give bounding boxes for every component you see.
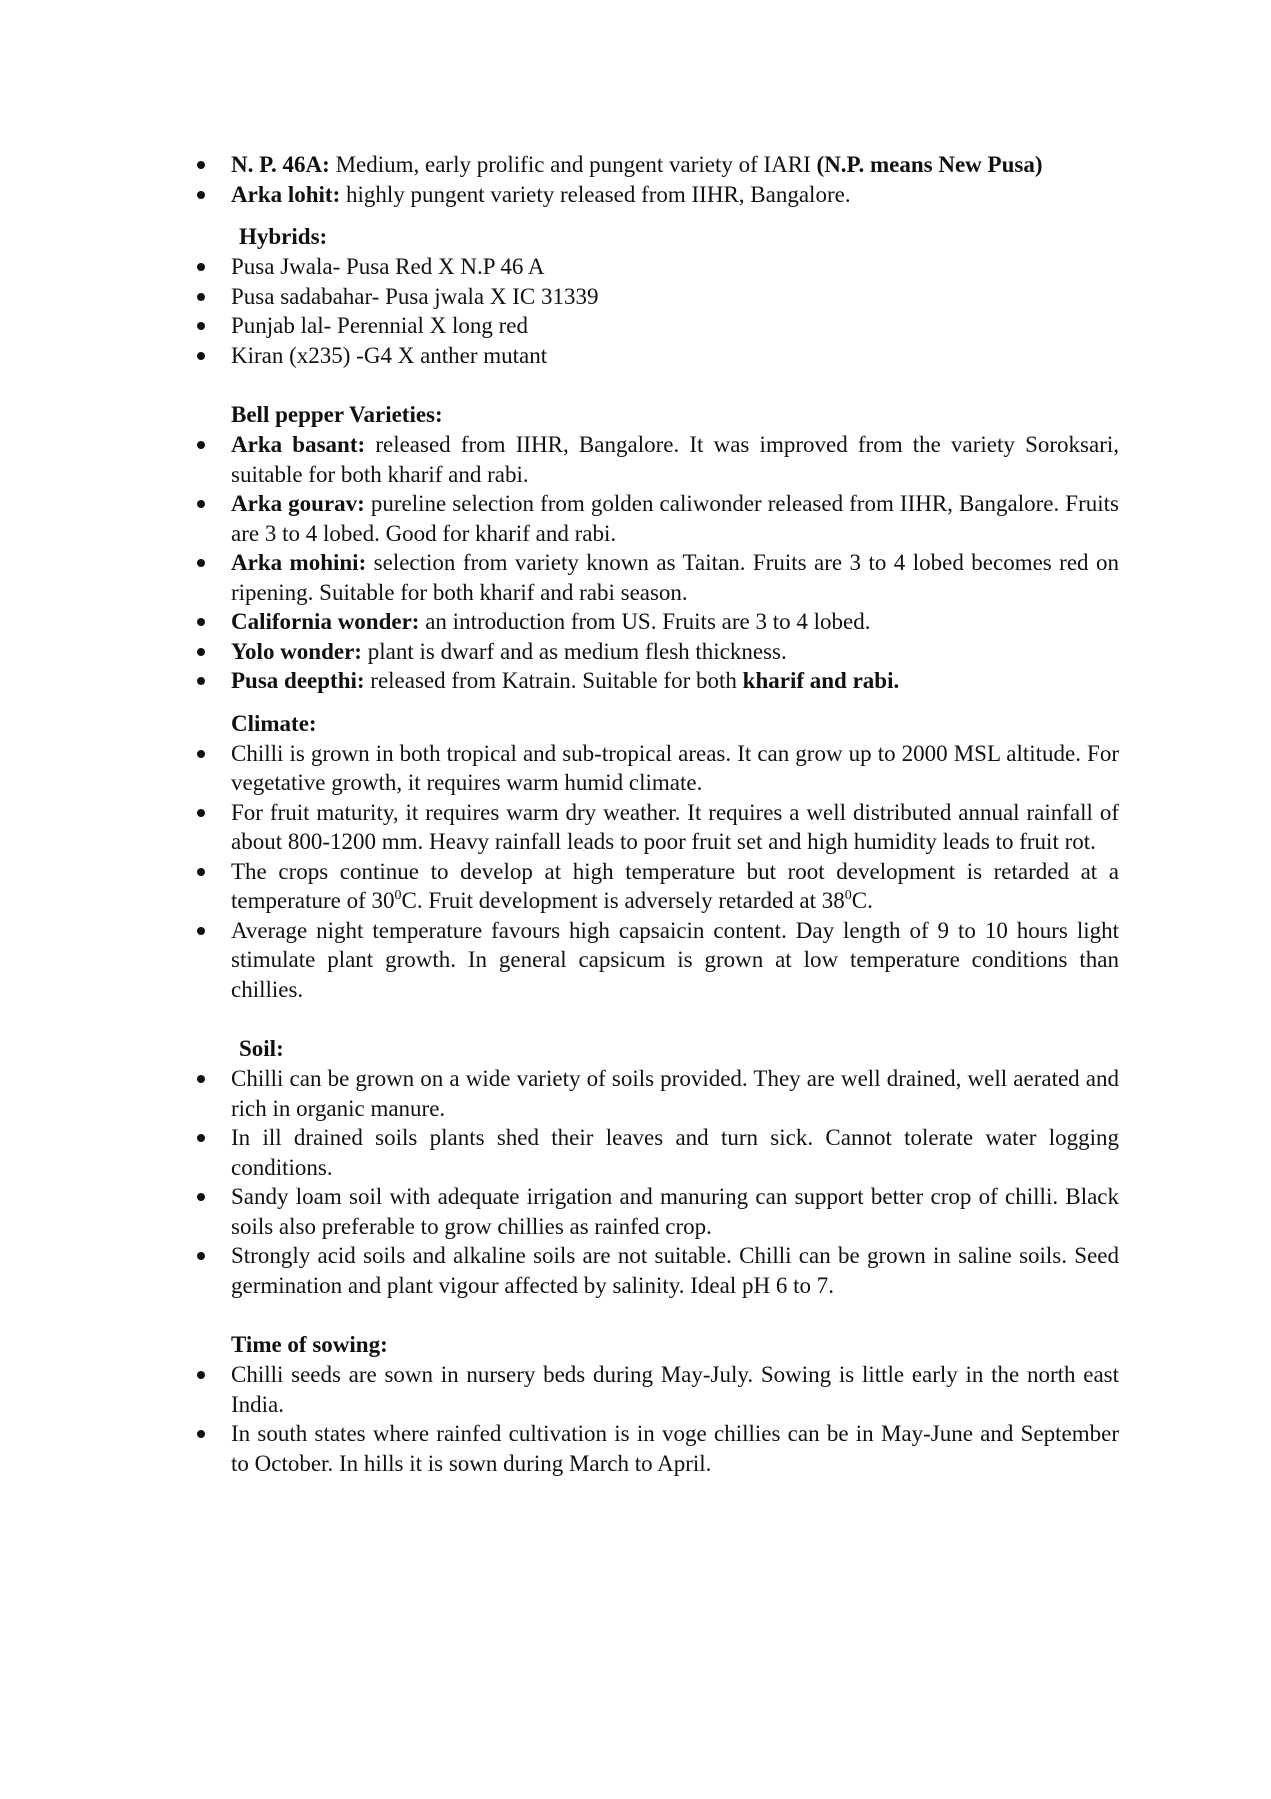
variety-name: Pusa deepthi: bbox=[231, 668, 365, 693]
variety-season: kharif and rabi. bbox=[742, 668, 900, 693]
list-item bbox=[231, 916, 1119, 1005]
list-item bbox=[231, 1182, 1119, 1241]
list-item bbox=[231, 282, 1119, 312]
variety-desc: selection from variety known as Taitan. Fruits are 3 to 4 lobed becomes red on ripening. Suitable for both kharif and rabi season. bbox=[231, 550, 1119, 605]
variety-name: California wonder: bbox=[231, 609, 420, 634]
list-item bbox=[231, 1123, 1119, 1182]
variety-desc: released from Katrain. Suitable for both bbox=[364, 668, 743, 693]
variety-name: N. P. 46A: bbox=[231, 152, 330, 177]
bullet-icon bbox=[197, 1252, 205, 1260]
bullet-icon bbox=[197, 927, 205, 935]
item-text: Chilli seeds are sown in nursery beds during May-July. Sowing is little early in the north east India. bbox=[231, 1362, 1119, 1417]
section-heading: Time of sowing: bbox=[231, 1332, 388, 1357]
list-item bbox=[231, 1241, 1119, 1300]
bullet-icon bbox=[197, 161, 205, 169]
variety-name: Arka mohini: bbox=[231, 550, 367, 575]
bullet-icon bbox=[197, 191, 205, 199]
item-text: Chilli is grown in both tropical and sub-tropical areas. It can grow up to 2000 MSL altitude. For vegetative growth, it requires warm humid climate. bbox=[231, 740, 1119, 795]
list-item bbox=[231, 548, 1119, 607]
item-text: Sandy loam soil with adequate irrigation and manuring can support better crop of chilli. Black soils also preferable to grow chillies as rainfed crop. bbox=[231, 1184, 1119, 1239]
list-item bbox=[231, 857, 1119, 916]
variety-name: Yolo wonder: bbox=[231, 638, 362, 664]
bullet-icon bbox=[197, 352, 205, 360]
item-text: C. bbox=[851, 888, 873, 913]
list-item bbox=[231, 180, 1119, 210]
bullet-icon bbox=[197, 322, 205, 330]
hybrids-section bbox=[231, 222, 1119, 370]
item-text: In ill drained soils plants shed their leaves and turn sick. Cannot tolerate water logging conditions. bbox=[231, 1125, 1119, 1180]
variety-desc: an introduction from US. Fruits are 3 to 4 lobed. bbox=[419, 609, 871, 634]
item-text: C. Fruit development is adversely retarded at 38 bbox=[401, 888, 845, 913]
item-text: Strongly acid soils and alkaline soils are not suitable. Chilli can be grown in saline soils. Seed germination and plant vigour affected by salinity. Ideal pH 6 to 7. bbox=[231, 1243, 1119, 1298]
list-item bbox=[231, 798, 1119, 857]
bullet-icon bbox=[197, 1134, 205, 1142]
bullet-icon bbox=[197, 677, 205, 685]
climate-list bbox=[231, 739, 1119, 1005]
variety-list bbox=[231, 150, 1119, 209]
variety-desc: highly pungent variety released from IIHR, Bangalore. bbox=[340, 181, 851, 207]
variety-name: Arka basant: bbox=[231, 432, 366, 457]
chilli-varieties-section bbox=[231, 150, 1119, 209]
bell-pepper-list bbox=[231, 430, 1119, 696]
bullet-icon bbox=[197, 809, 205, 817]
bullet-icon bbox=[197, 1075, 205, 1083]
variety-note: (N.P. means New Pusa) bbox=[816, 152, 1043, 177]
section-heading: Soil: bbox=[239, 1036, 284, 1061]
list-item bbox=[231, 666, 1119, 696]
bullet-icon bbox=[197, 1193, 205, 1201]
list-item bbox=[231, 1360, 1119, 1419]
document-page bbox=[0, 150, 1271, 1478]
section-heading: Hybrids: bbox=[239, 224, 328, 249]
bullet-icon bbox=[197, 441, 205, 449]
variety-name: Arka lohit: bbox=[231, 181, 341, 207]
list-item bbox=[231, 341, 1119, 371]
degree-superscript: 0 bbox=[394, 888, 402, 903]
degree-superscript: 0 bbox=[844, 888, 852, 903]
bell-pepper-section bbox=[231, 400, 1119, 696]
bullet-icon bbox=[197, 293, 205, 301]
item-text: Pusa sadabahar- Pusa jwala X IC 31339 bbox=[231, 283, 599, 309]
bullet-icon bbox=[197, 868, 205, 876]
section-heading: Climate: bbox=[231, 710, 317, 736]
sowing-list bbox=[231, 1360, 1119, 1478]
bullet-icon bbox=[197, 559, 205, 567]
soil-list bbox=[231, 1064, 1119, 1300]
item-text: For fruit maturity, it requires warm dry weather. It requires a well distributed annual rainfall of about 800-1200 mm. Heavy rainfall leads to poor fruit set and high humidity leads to fruit rot. bbox=[231, 799, 1119, 854]
variety-desc: pureline selection from golden caliwonder released from IIHR, Bangalore. Fruits are 3 to 4 lobed. Good for kharif and rabi. bbox=[231, 491, 1119, 546]
section-heading: Bell pepper Varieties: bbox=[231, 402, 443, 427]
list-item bbox=[231, 637, 1119, 667]
bullet-icon bbox=[197, 500, 205, 508]
list-item bbox=[231, 430, 1119, 489]
list-item bbox=[231, 150, 1119, 180]
list-item bbox=[231, 489, 1119, 548]
hybrids-list bbox=[231, 252, 1119, 370]
list-item bbox=[231, 252, 1119, 282]
soil-section bbox=[231, 1034, 1119, 1300]
bullet-icon bbox=[197, 263, 205, 271]
list-item bbox=[231, 607, 1119, 637]
bullet-icon bbox=[197, 618, 205, 626]
item-text: In south states where rainfed cultivation is in voge chillies can be in May-June and September to October. In hills it is sown during March to April. bbox=[231, 1421, 1119, 1476]
item-text: Punjab lal- Perennial X long red bbox=[231, 313, 529, 338]
sowing-section bbox=[231, 1330, 1119, 1478]
item-text: The crops continue to develop at high temperature but root development is retarded at a temperature of 30 bbox=[231, 858, 1119, 913]
bullet-icon bbox=[197, 648, 205, 656]
climate-section bbox=[231, 709, 1119, 1005]
item-text: Pusa Jwala- Pusa Red X N.P 46 A bbox=[231, 254, 545, 279]
list-item bbox=[231, 311, 1119, 341]
list-item bbox=[231, 1064, 1119, 1123]
variety-desc: plant is dwarf and as medium flesh thickness. bbox=[361, 638, 787, 664]
variety-desc: Medium, early prolific and pungent variety of IARI bbox=[329, 152, 817, 177]
list-item bbox=[231, 739, 1119, 798]
item-text: Kiran (x235) -G4 X anther mutant bbox=[231, 342, 548, 368]
list-item bbox=[231, 1419, 1119, 1478]
item-text: Chilli can be grown on a wide variety of soils provided. They are well drained, well aerated and rich in organic manure. bbox=[231, 1066, 1119, 1121]
variety-name: Arka gourav: bbox=[231, 491, 365, 516]
bullet-icon bbox=[197, 1430, 205, 1438]
variety-desc: released from IIHR, Bangalore. It was improved from the variety Soroksari, suitable for both kharif and rabi. bbox=[231, 432, 1119, 487]
bullet-icon bbox=[197, 1371, 205, 1379]
item-text: Average night temperature favours high capsaicin content. Day length of 9 to 10 hours light stimulate plant growth. In general capsicum is grown at low temperature conditions than chillies. bbox=[231, 917, 1119, 1002]
bullet-icon bbox=[197, 750, 205, 758]
